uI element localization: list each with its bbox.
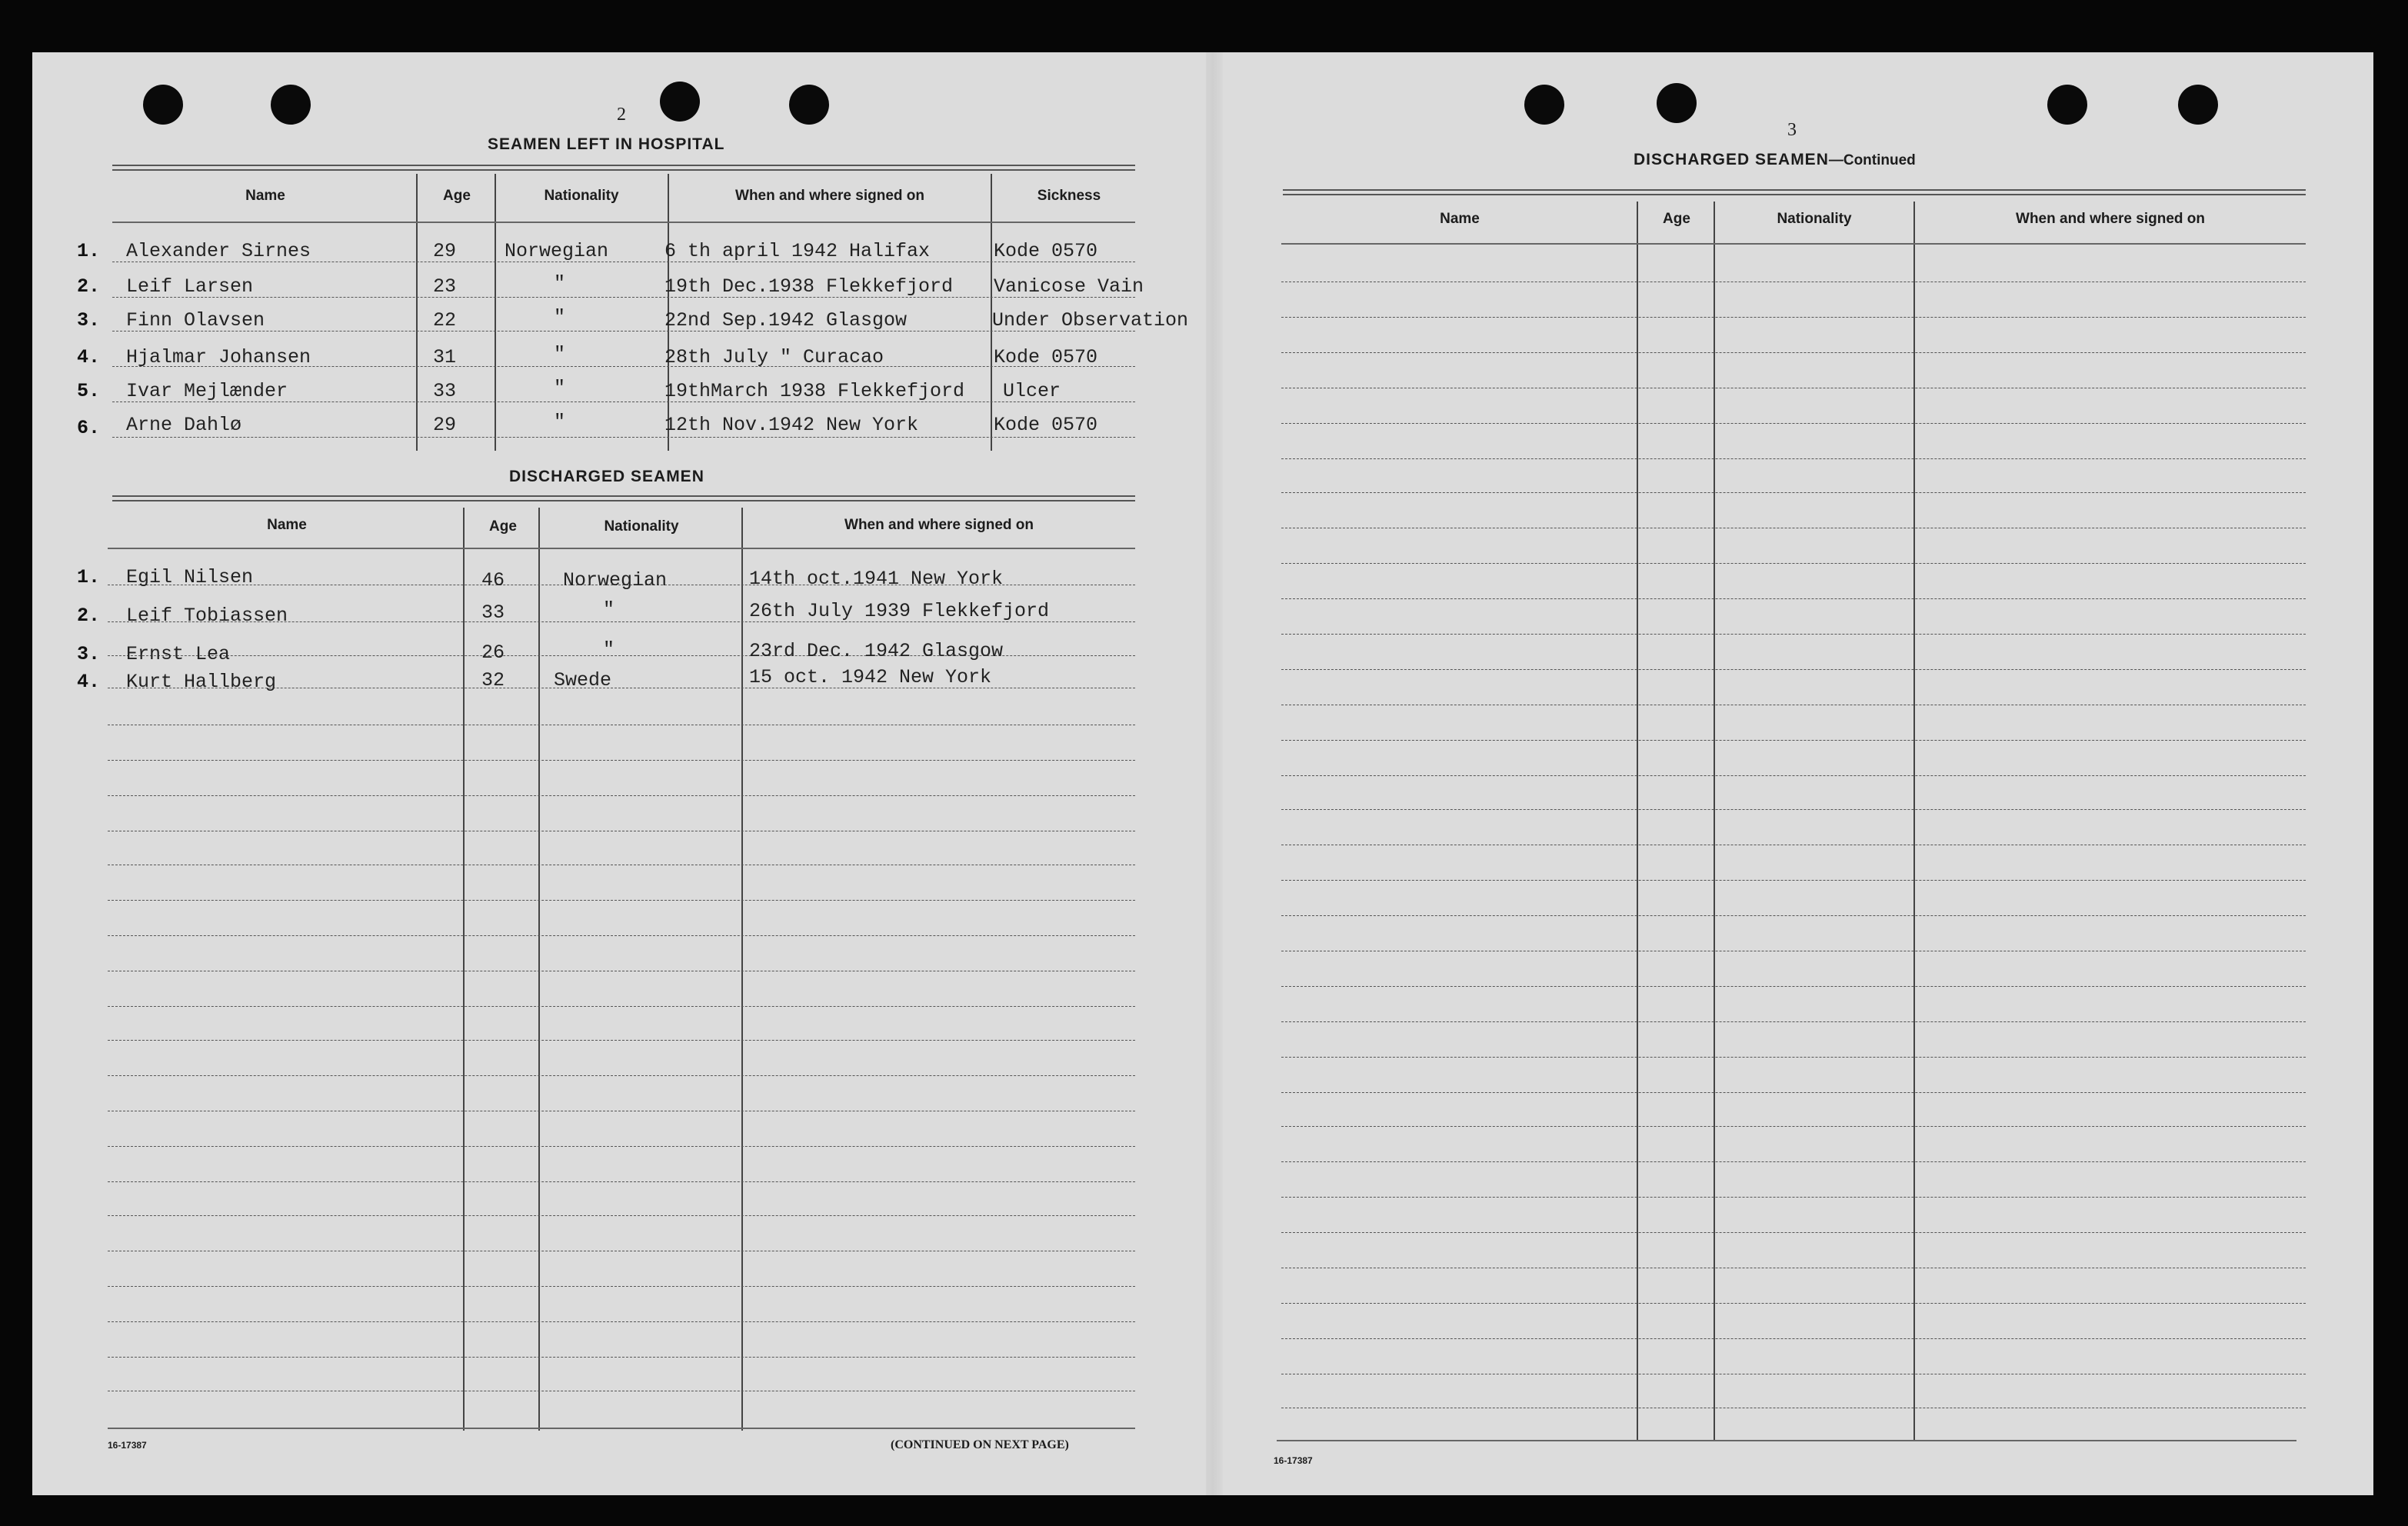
row-line [1281,1021,2306,1022]
title-rule [112,165,1135,171]
row-line [1281,492,2306,493]
seaman-name: Finn Olavsen [126,309,265,332]
row-line [1281,1092,2306,1093]
row-number: 1. [77,566,101,588]
row-line [1281,634,2306,635]
row-line [108,1357,1135,1358]
row-line [108,1040,1135,1041]
row-line [1281,1338,2306,1339]
row-line [1281,458,2306,459]
col-header-age: Age [443,188,471,204]
discharged-continued-title [1634,151,1916,169]
table-bottom-rule [1277,1440,2296,1441]
header-rule [108,548,1135,549]
seaman-name: Leif Tobiassen [126,605,288,627]
page-number: 3 [1787,120,1797,140]
signed-on: 15 oct. 1942 New York [749,666,992,688]
column-divider [741,508,743,1431]
title-rule [1283,189,2306,195]
seaman-name: Kurt Hallberg [126,671,277,693]
continued-note: (CONTINUED ON NEXT PAGE) [891,1438,1069,1451]
signed-on: 6 th april 1942 Halifax [664,240,931,262]
header-rule [1281,243,2306,245]
form-number: 16-17387 [1274,1455,1313,1466]
signed-on: 19th Dec.1938 Flekkefjord [664,275,954,298]
col-header-age: Age [1663,211,1690,227]
sickness: Ulcer [1003,380,1061,402]
row-line [108,760,1135,761]
row-line [108,795,1135,796]
page-fold [1206,52,1223,1495]
row-number: 5. [77,380,101,402]
seaman-age: 29 [433,240,457,262]
punch-hole [789,85,829,125]
title-suffix: —Continued [1828,152,1916,168]
row-number: 2. [77,275,101,298]
row-line [1281,1161,2306,1162]
row-line [1281,809,2306,810]
row-line [108,1286,1135,1287]
row-line [1281,1126,2306,1127]
punch-hole [2047,85,2087,125]
punch-hole [1524,85,1564,125]
seaman-nationality: " [554,306,566,328]
seaman-age: 26 [481,641,505,664]
row-line [1281,563,2306,564]
row-line [108,1075,1135,1076]
col-header-name: Name [245,188,285,204]
row-line [108,1006,1135,1007]
signed-on: 26th July 1939 Flekkefjord [749,600,1050,622]
seaman-age: 33 [481,601,505,624]
seaman-name: Egil Nilsen [126,566,254,588]
row-line [1281,740,2306,741]
punch-hole [660,82,700,122]
row-line [1281,352,2306,353]
col-header-name: Name [1440,211,1480,227]
row-line [108,900,1135,901]
col-header-signed-on: When and where signed on [2016,211,2205,227]
seaman-age: 29 [433,414,457,436]
col-header-nationality: Nationality [1777,211,1852,227]
table-bottom-rule [108,1428,1135,1429]
row-line [1281,880,2306,881]
seaman-name: Alexander Sirnes [126,240,311,262]
row-number: 4. [77,671,101,693]
seaman-nationality: Norwegian [563,569,668,591]
row-number: 4. [77,346,101,368]
sickness: Under Observation [992,309,1189,332]
row-line [1281,669,2306,670]
row-line [108,1146,1135,1147]
seaman-name: Leif Larsen [126,275,254,298]
row-line [1281,317,2306,318]
row-line [1281,598,2306,599]
signed-on: 14th oct.1941 New York [749,568,1004,590]
col-header-sickness: Sickness [1037,188,1101,204]
seaman-age: 23 [433,275,457,298]
document-sheet [32,52,2373,1495]
row-line [108,1181,1135,1182]
column-divider [538,508,540,1431]
row-line [1281,423,2306,424]
header-rule [112,222,1135,223]
signed-on: 12th Nov.1942 New York [664,414,919,436]
seaman-nationality: " [603,598,615,621]
sickness: Kode 0570 [994,240,1098,262]
page-number: 2 [617,105,626,125]
row-line [1281,1197,2306,1198]
seaman-name: Hjalmar Johansen [126,346,311,368]
seaman-name: Arne Dahlø [126,414,242,436]
sickness: Vanicose Vain [994,275,1144,298]
column-divider [416,174,418,451]
row-line [108,1215,1135,1216]
signed-on: 28th July " Curacao [664,346,884,368]
seaman-nationality: " [554,343,566,365]
row-number: 3. [77,643,101,665]
punch-hole [1657,83,1697,123]
col-header-nationality: Nationality [544,188,619,204]
seaman-nationality: " [554,377,566,399]
row-line [1281,986,2306,987]
row-number: 6. [77,417,101,439]
seaman-name: Ivar Mejlænder [126,380,288,402]
col-header-age: Age [489,518,517,535]
seaman-nationality: " [554,411,566,433]
row-line [112,331,1135,332]
col-header-signed-on: When and where signed on [735,188,924,204]
col-header-nationality: Nationality [604,518,679,535]
signed-on: 23rd Dec. 1942 Glasgow [749,640,1004,662]
column-divider [495,174,496,451]
seaman-name: Ernst Lea [126,643,231,665]
row-line [1281,1232,2306,1233]
signed-on: 19thMarch 1938 Flekkefjord [664,380,965,402]
row-line [112,437,1135,438]
seaman-age: 33 [433,380,457,402]
form-number: 16-17387 [108,1440,147,1451]
row-number: 2. [77,605,101,627]
seaman-age: 22 [433,309,457,332]
row-line [108,1321,1135,1322]
seaman-nationality: " [554,272,566,295]
discharged-section-title: DISCHARGED SEAMEN [509,468,704,485]
row-line [1281,915,2306,916]
row-line [112,297,1135,298]
hospital-section-title: SEAMEN LEFT IN HOSPITAL [488,135,725,153]
seaman-nationality: Swede [554,669,612,691]
punch-hole [2178,85,2218,125]
row-line [1281,775,2306,776]
row-number: 1. [77,240,101,262]
row-number: 3. [77,309,101,332]
col-header-signed-on: When and where signed on [844,517,1034,533]
seaman-age: 32 [481,669,505,691]
punch-hole [143,85,183,125]
sickness: Kode 0570 [994,414,1098,436]
seaman-age: 31 [433,346,457,368]
seaman-age: 46 [481,569,505,591]
signed-on: 22nd Sep.1942 Glasgow [664,309,908,332]
row-line [1281,1057,2306,1058]
sickness: Kode 0570 [994,346,1098,368]
row-line [108,935,1135,936]
seaman-nationality: " [603,638,615,661]
seaman-nationality: Norwegian [505,240,609,262]
title-rule [112,495,1135,501]
row-line [1281,1303,2306,1304]
column-divider [463,508,465,1431]
col-header-name: Name [267,517,307,533]
title-text: DISCHARGED SEAMEN [1634,151,1829,168]
punch-hole [271,85,311,125]
